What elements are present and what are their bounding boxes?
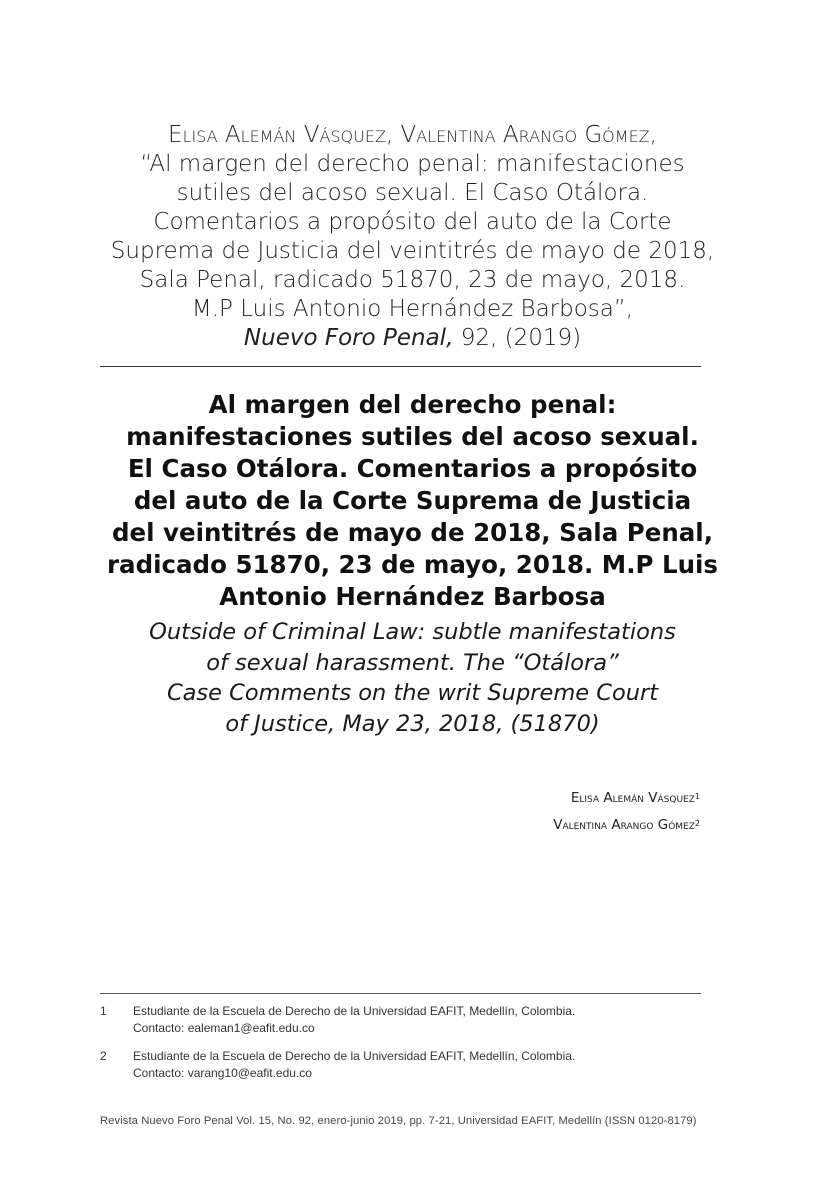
citation-journal: Nuevo Foro Penal, [243,325,454,351]
author-name-text: Valentina Arango Gómez [553,817,695,833]
journal-footer: Revista Nuevo Foro Penal Vol. 15, No. 92, enero-junio 2019, pp. 7-21, Universidad EAFIT, Medellín (ISSN 0120-8179) [100,1115,697,1127]
citation-line: M.P Luis Antonio Hernández Barbosa”, [191,296,634,322]
author-name [553,812,700,839]
header-divider [100,366,701,367]
title-en-line: of sexual harassment. The “Otálora” [206,649,619,676]
footnote-contact[interactable]: Contacto: ealeman1@eafit.edu.co [133,1021,315,1035]
citation-line: sutiles del acoso sexual. El Caso Otálora. [176,180,649,206]
footnote-contact[interactable]: Contacto: varang10@eafit.edu.co [133,1066,312,1080]
title-es-line: Antonio Hernández Barbosa [219,582,606,611]
footnote-text [133,1048,575,1082]
citation-line: Suprema de Justicia del veintitrés de mayo de 2018, [110,238,715,264]
title-es-line: radicado 51870, 23 de mayo, 2018. M.P Luis [106,550,719,579]
author-name [553,785,700,812]
citation-journal-line [100,324,725,353]
footnote-affiliation: Estudiante de la Escuela de Derecho de la Universidad EAFIT, Medellín, Colombia. [133,1049,576,1063]
article-title-spanish [90,389,735,613]
title-en-line: of Justice, May 23, 2018, (51870) [225,710,600,737]
footnote-marker[interactable]: 2 [694,819,700,828]
footnote-number: 2 [100,1049,107,1063]
footnote-divider [100,993,701,994]
author-name-text: Elisa Alemán Vásquez [570,790,695,806]
footnote-number: 1 [100,1004,107,1018]
citation-authors: Elisa Alemán Vásquez, Valentina Arango Gómez, [168,122,657,148]
title-en-line: Outside of Criminal Law: subtle manifestations [149,619,676,645]
footnote-marker[interactable]: 1 [694,792,700,801]
citation-block [100,121,725,353]
article-title-english [90,617,735,739]
title-es-line: manifestaciones sutiles del acoso sexual. [126,422,699,451]
citation-line: Sala Penal, radicado 51870, 23 de mayo, 2018. [139,267,686,293]
citation-line: Comentarios a propósito del auto de la Corte [153,209,672,235]
title-es-line: del veintitrés de mayo de 2018, Sala Penal, [111,518,714,547]
citation-volume-year: 92, (2019) [453,325,582,351]
footnote-affiliation: Estudiante de la Escuela de Derecho de la Universidad EAFIT, Medellín, Colombia. [133,1004,576,1018]
citation-line: “Al margen del derecho penal: manifestaciones [140,151,685,177]
title-es-line: El Caso Otálora. Comentarios a propósito [127,454,698,483]
footnote-text [133,1003,575,1037]
title-es-line: Al margen del derecho penal: [208,390,617,419]
title-en-line: Case Comments on the writ Supreme Court [166,680,659,706]
title-es-line: del auto de la Corte Suprema de Justicia [133,486,692,515]
author-list [553,785,700,839]
